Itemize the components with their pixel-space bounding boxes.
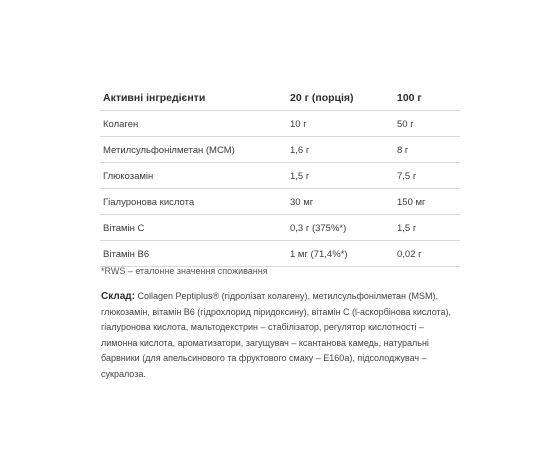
table-row (100, 241, 460, 267)
table-header-row (100, 86, 460, 111)
per-100g-amount: 7,5 г (397, 171, 417, 182)
ingredient-name: Метилсульфонілметан (МСМ) (103, 145, 235, 156)
table-row (100, 163, 460, 189)
per-100g-amount: 50 г (397, 119, 414, 130)
ingredient-name: Глюкозамін (103, 171, 154, 182)
serving-amount: 1,6 г (290, 145, 310, 156)
ingredient-name: Вітамін В6 (103, 249, 150, 260)
ingredient-name: Колаген (103, 119, 139, 130)
composition-paragraph (101, 289, 453, 382)
table-row (100, 111, 460, 137)
table-row (100, 137, 460, 163)
header-100g: 100 г (397, 92, 422, 104)
ingredients-table (100, 86, 460, 267)
per-100g-amount: 150 мг (397, 197, 426, 208)
rws-footnote: *RWS – еталонне значення споживання (101, 266, 268, 276)
serving-amount: 0,3 г (375%*) (290, 223, 347, 234)
ingredient-name: Гіалуронова кислота (103, 197, 195, 208)
header-serving: 20 г (порція) (290, 92, 354, 104)
table-row (100, 215, 460, 241)
serving-amount: 1 мг (71,4%*) (290, 249, 348, 260)
per-100g-amount: 0,02 г (397, 249, 422, 260)
serving-amount: 10 г (290, 119, 307, 130)
serving-amount: 30 мг (290, 197, 314, 208)
serving-amount: 1,5 г (290, 171, 310, 182)
ingredient-name: Вітамін С (103, 223, 145, 234)
per-100g-amount: 1,5 г (397, 223, 417, 234)
per-100g-amount: 8 г (397, 145, 409, 156)
header-ingredients: Активні інгрeдієнти (103, 92, 206, 104)
composition-label: Склад: (101, 291, 135, 302)
composition-text: Collagen Peptiplus® (гідролізат колагену), метилсульфонілметан (MSM), глюкозамін, вітамін В6 (гідрохлорид піридоксину), вітамін С (l-аскорбінова кислота), гіалуронова кислота, мальтодекстрин – стабілізатор, регулятор кислотності – лимонна кислота, ароматизатори, загущувач – ксантанова камедь, натуральні барвники (для апельсинового та фруктового смаку – Е160а), підсолоджувач – сукралоза. (101, 291, 452, 379)
table-row (100, 189, 460, 215)
